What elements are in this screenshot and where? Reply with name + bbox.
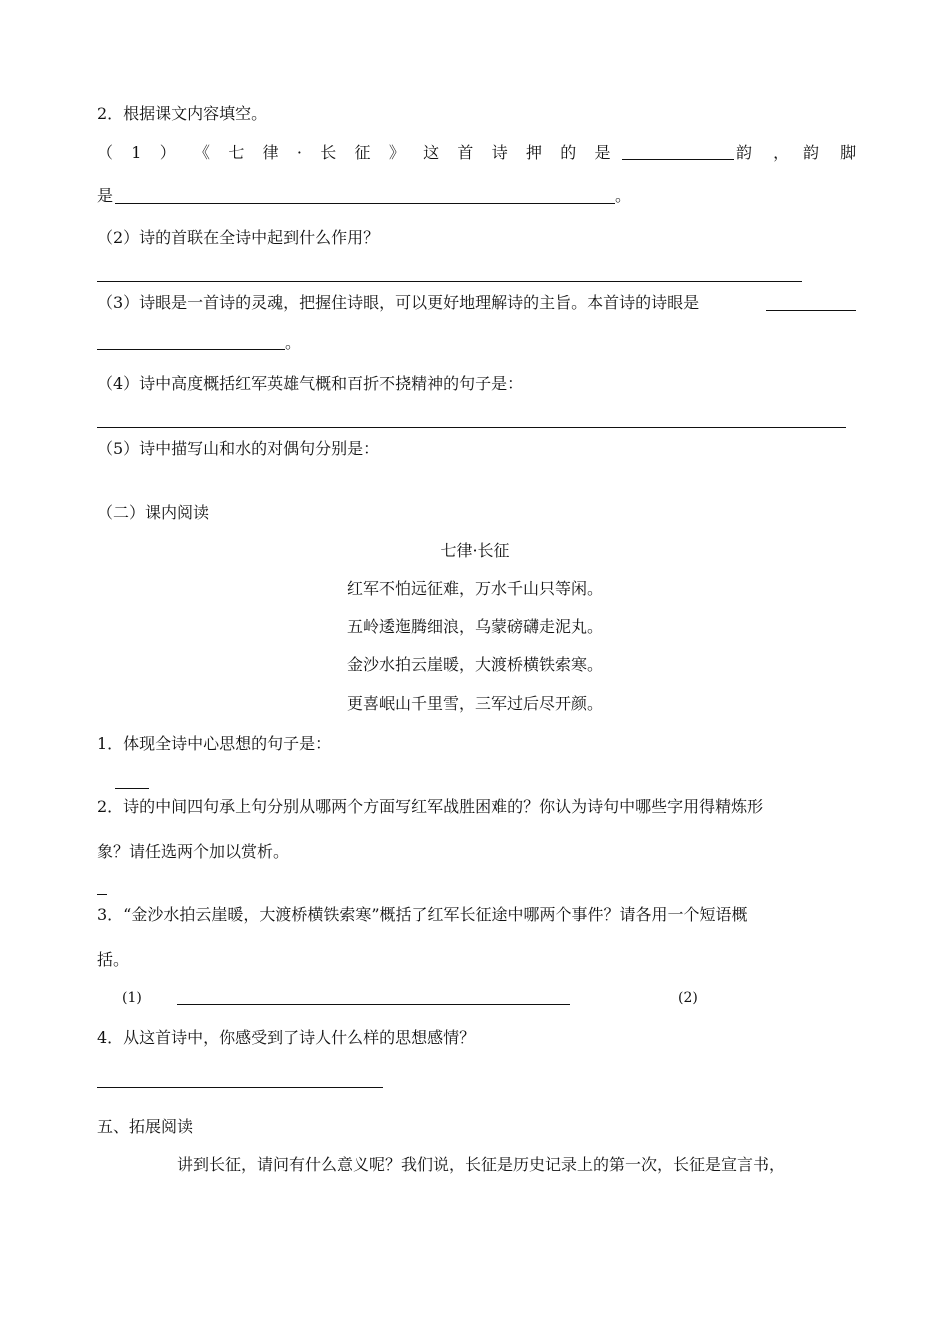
period-mark-2: 。 bbox=[285, 333, 302, 352]
event-2-label: (2) bbox=[678, 990, 698, 1006]
rhyme-feet-answer-blank[interactable] bbox=[115, 203, 615, 204]
reading-question-4-answer-line[interactable] bbox=[97, 1087, 383, 1088]
question-2-2: （2）诗的首联在全诗中起到什么作用？ bbox=[97, 228, 380, 247]
question-2-4-answer-line[interactable] bbox=[97, 427, 846, 428]
poem-line: 五岭逶迤腾细浪，乌蒙磅礴走泥丸。 bbox=[346, 617, 603, 636]
question-2-5: （5）诗中描写山和水的对偶句分别是： bbox=[97, 439, 380, 458]
reading-question-2-line-1: 2．诗的中间四句承上句分别从哪两个方面写红军战胜困难的？你认为诗句中哪些字用得精炼形 bbox=[97, 797, 764, 816]
extended-reading-paragraph: 讲到长征，请问有什么意义呢？我们说，长征是历史记录上的第一次，长征是宣言书， bbox=[177, 1155, 786, 1174]
question-2-1-shi: 是 bbox=[97, 186, 114, 205]
reading-question-2-line-2: 象？请任选两个加以赏析。 bbox=[97, 842, 290, 861]
question-2-2-answer-line[interactable] bbox=[97, 281, 802, 282]
event-1-answer-line[interactable] bbox=[177, 1004, 570, 1005]
extended-reading-heading: 五、拓展阅读 bbox=[97, 1117, 194, 1136]
poem-title: 七律·长征 bbox=[440, 541, 510, 560]
period-mark: 。 bbox=[615, 186, 632, 205]
reading-question-1-answer-blank[interactable] bbox=[115, 788, 149, 789]
reading-question-4: 4．从这首诗中，你感受到了诗人什么样的思想感情？ bbox=[97, 1028, 476, 1047]
event-1-label: (1) bbox=[122, 990, 142, 1006]
question-2-3: （3）诗眼是一首诗的灵魂，把握住诗眼，可以更好地理解诗的主旨。本首诗的诗眼是 bbox=[97, 293, 700, 312]
question-2-4: （4）诗中高度概括红军英雄气概和百折不挠精神的句子是： bbox=[97, 374, 524, 393]
poem-eye-answer-blank-1[interactable] bbox=[766, 310, 856, 311]
rhyme-feet-label: 韵 脚 bbox=[803, 143, 865, 162]
poem-line: 更喜岷山千里雪，三军过后尽开颜。 bbox=[346, 694, 603, 713]
poem-line: 红军不怕远征难，万水千山只等闲。 bbox=[346, 579, 603, 598]
question-2-1-prefix: （ 1 ） 《 七 律 · 长 征 》 这 首 诗 押 的 是 bbox=[97, 143, 618, 162]
reading-question-3-line-1: 3．“金沙水拍云崖暖，大渡桥横铁索寒”概括了红军长征途中哪两个事件？请各用一个短语概 bbox=[97, 905, 748, 924]
poem-line: 金沙水拍云崖暖，大渡桥横铁索寒。 bbox=[346, 655, 603, 674]
reading-question-3-line-2: 括。 bbox=[97, 950, 130, 969]
reading-question-2-answer-blank[interactable] bbox=[97, 894, 107, 895]
reading-heading: （二）课内阅读 bbox=[97, 503, 210, 522]
reading-question-1: 1．体现全诗中心思想的句子是： bbox=[97, 734, 332, 753]
question-2-heading: 2．根据课文内容填空。 bbox=[97, 104, 268, 123]
rhyme-label: 韵 ， bbox=[736, 143, 798, 162]
rhyme-answer-blank[interactable] bbox=[622, 159, 734, 160]
poem-eye-answer-blank-2[interactable] bbox=[97, 349, 285, 350]
